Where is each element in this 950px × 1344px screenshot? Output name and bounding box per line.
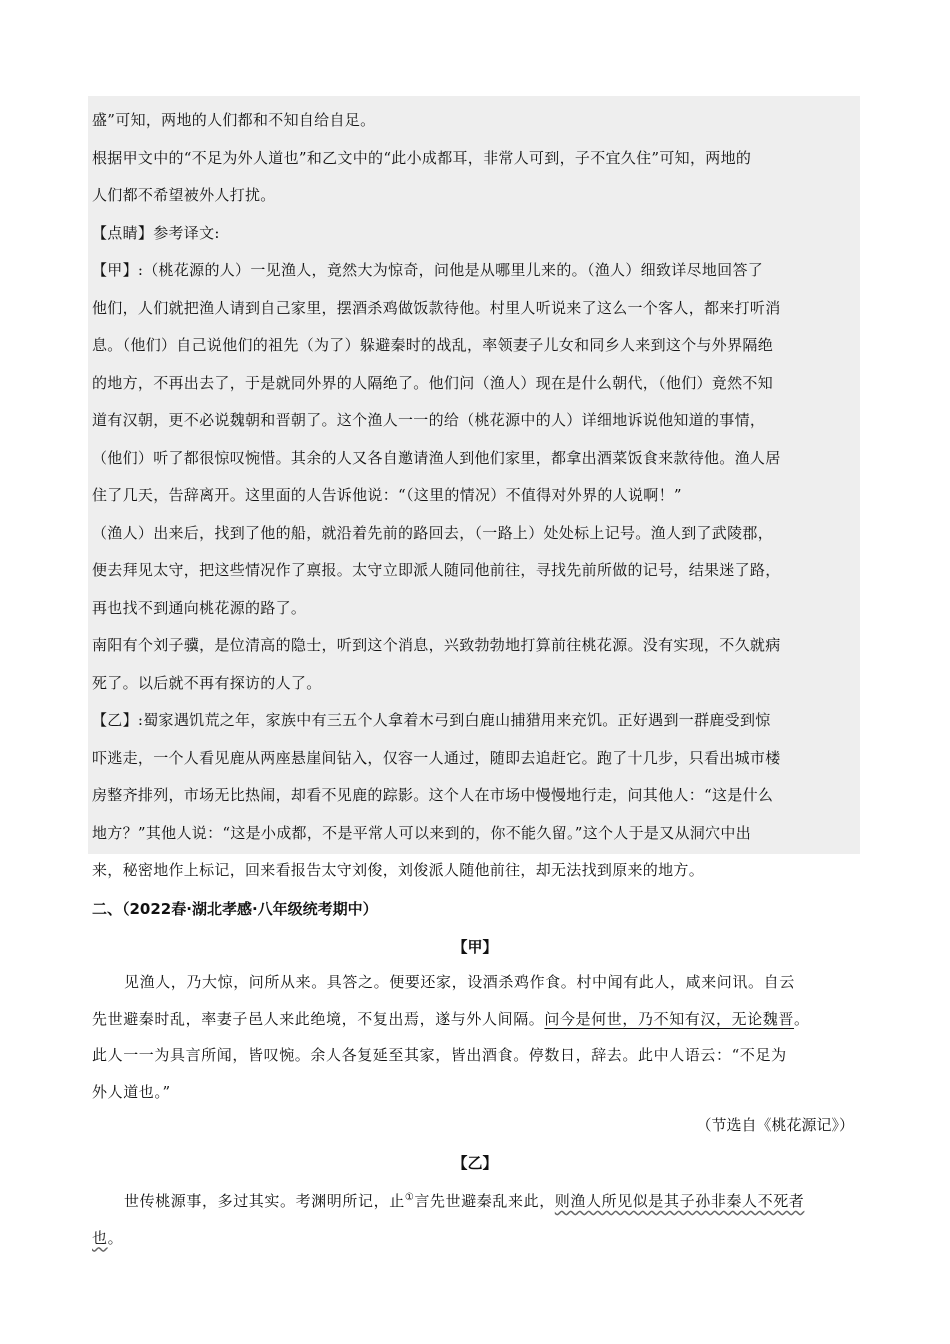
passage-jia	[92, 964, 862, 1110]
answer-line: 息。（他们）自己说他们的祖先（为了）躲避秦时的战乱，率领妻子儿女和同乡人来到这个与外界隔绝	[92, 336, 774, 354]
passage-jia-title: 【甲】	[452, 938, 498, 956]
answer-line: 吓逃走，一个人看见鹿从两座悬崖间钻入，仅容一人通过，随即去追赶它。跑了十几步，只看出城市楼	[92, 748, 781, 767]
answer-line: 房整齐排列，市场无比热闹，却看不见鹿的踪影。这个人在市场中慢慢地行走，问其他人：“这是什么	[92, 786, 774, 804]
passage-line	[92, 1180, 862, 1220]
passage-text: 言先世避秦乱来此，	[414, 1192, 555, 1210]
passage-text: 先世避秦时乱，率妻子邑人来此绝境，不复出焉，遂与外人间隔。	[92, 1009, 545, 1028]
wavy-underlined-sentence: 也	[92, 1228, 108, 1247]
passage-source: （节选自《桃花源记》）	[696, 1116, 854, 1134]
passage-line	[92, 1220, 862, 1257]
answer-line: 盛”可知，两地的人们都和不知自给自足。	[92, 111, 376, 129]
question-header: 二、（2022春·湖北孝感·八年级统考期中）	[92, 900, 378, 918]
answer-line: （他们）听了都很惊叹惋惜。其余的人又各自邀请渔人到他们家里，都拿出酒菜饭食来款待他。渔人居	[92, 448, 781, 467]
passage-text: 。	[794, 1009, 810, 1028]
passage-line	[92, 1001, 862, 1038]
wavy-underlined-sentence: 则渔人所见似是其子孙非秦人不死者	[554, 1192, 805, 1210]
underlined-sentence: 问今是何世，乃不知有汉，无论魏晋	[544, 1009, 795, 1028]
answer-line: 【乙】:蜀家遇饥荒之年，家族中有三五个人拿着木弓到白鹿山捕猎用来充饥。正好遇到一群鹿受到惊	[92, 711, 771, 729]
answer-analysis-box	[88, 96, 860, 879]
answer-line: 来，秘密地作上标记，回来看报告太守刘俊，刘俊派人随他前往，却无法找到原来的地方。	[92, 861, 705, 879]
passage-text: 世传桃源事，多过其实。考渊明所记，止	[124, 1192, 405, 1210]
passage-line: 外人道也。”	[92, 1082, 171, 1101]
answer-line: 【点睛】参考译文:	[92, 223, 220, 242]
passage-line: 此人一一为具言所闻，皆叹惋。余人各复延至其家，皆出酒食。停数日，辞去。此中人语云：“不足为	[92, 1046, 787, 1064]
answer-line: 南阳有个刘子骥，是位清高的隐士，听到这个消息，兴致勃勃地打算前往桃花源。没有实现，不久就病	[92, 636, 781, 654]
answer-line: 根据甲文中的“不足为外人道也”和乙文中的“此小成都耳，非常人可到，子不宜久住”可知，两地的	[92, 148, 752, 167]
answer-line: （渔人）出来后，找到了他的船，就沿着先前的路回去，（一路上）处处标上记号。渔人到了武陵郡，	[92, 523, 774, 542]
answer-line: 再也找不到通向桃花源的路了。	[92, 598, 307, 617]
passage-yi-title: 【乙】	[452, 1154, 498, 1172]
passage-yi	[92, 1180, 862, 1256]
answer-line: 【甲】:（桃花源的人）一见渔人，竟然大为惊奇，问他是从哪里儿来的。（渔人）细致详尽地回答了	[92, 261, 764, 279]
answer-line: 便去拜见太守，把这些情况作了禀报。太守立即派人随同他前往，寻找先前所做的记号，结果迷了路，	[92, 561, 781, 579]
answer-line: 的地方，不再出去了，于是就同外界的人隔绝了。他们问（渔人）现在是什么朝代，（他们）竟然不知	[92, 373, 774, 392]
answer-line: 道有汉朝，更不必说魏朝和晋朝了。这个渔人一一的给（桃花源中的人）详细地诉说他知道的事情，	[92, 411, 766, 429]
passage-text: 。	[107, 1228, 124, 1247]
footnote-marker: ①	[404, 1192, 415, 1203]
answer-line: 他们，人们就把渔人请到自己家里，摆酒杀鸡做饭款待他。村里人听说来了这么一个客人，都来打听消	[92, 298, 781, 317]
answer-line: 死了。以后就不再有探访的人了。	[92, 673, 322, 692]
answer-line: 地方？”其他人说：“这是小成都，不是平常人可以来到的，你不能久留。”这个人于是又从洞穴中出	[92, 823, 752, 842]
answer-line: 住了几天，告辞离开。这里面的人告诉他说：“（这里的情况）不值得对外界的人说啊！”	[92, 486, 682, 504]
passage-line: 见渔人，乃大惊，问所从来。具答之。便要还家，设酒杀鸡作食。村中闻有此人，咸来问讯。自云	[124, 973, 795, 991]
answer-line: 人们都不希望被外人打扰。	[92, 186, 276, 204]
